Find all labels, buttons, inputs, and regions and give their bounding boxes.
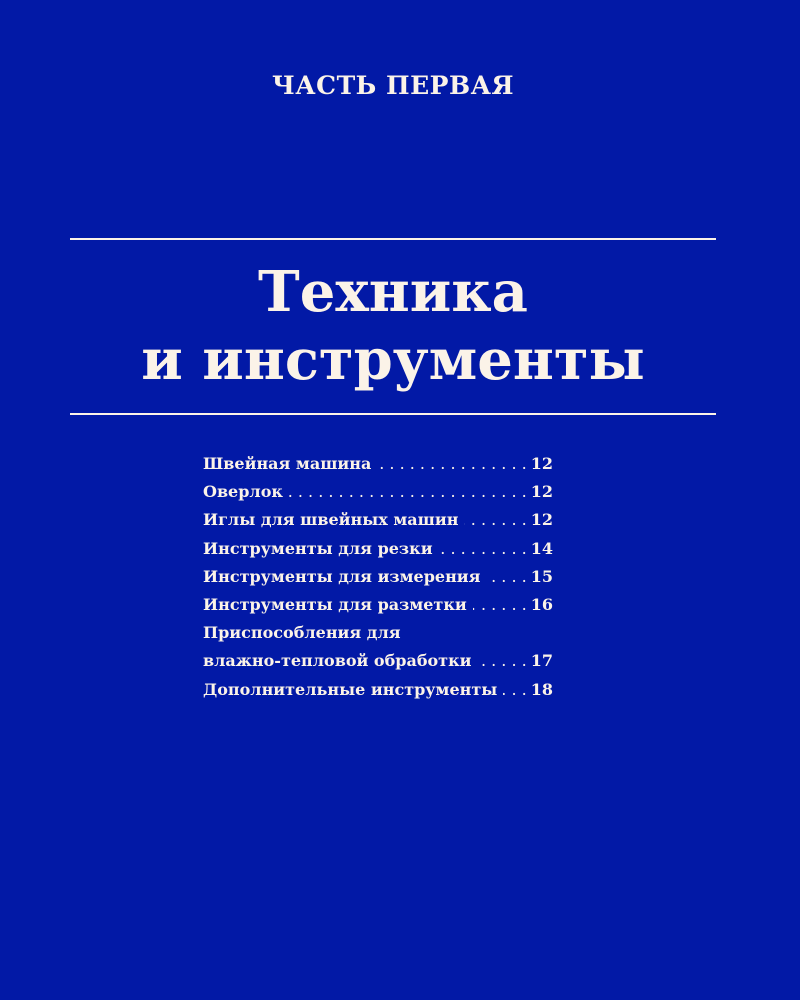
toc-entry-page: 12 <box>530 482 553 502</box>
toc-leader-dots <box>473 591 527 619</box>
table-of-contents <box>203 450 553 704</box>
toc-entry-title: Дополнительные инструменты <box>203 679 498 699</box>
toc-entry-page: 17 <box>530 651 553 671</box>
toc-entry-page: 12 <box>530 510 553 530</box>
toc-entry[interactable] <box>203 478 553 506</box>
toc-entry-title: Иглы для швейных машин <box>203 510 459 530</box>
toc-entry[interactable] <box>203 535 553 563</box>
top-divider <box>70 238 716 240</box>
part-label: ЧАСТЬ ПЕРВАЯ <box>271 71 515 100</box>
chapter-title <box>0 258 786 394</box>
toc-leader-dots <box>439 535 527 563</box>
toc-entry-title: Оверлок <box>203 482 283 502</box>
toc-leader-dots <box>289 478 527 506</box>
chapter-title-line-2: и инструменты <box>141 327 645 393</box>
toc-entry-title: Инструменты для резки <box>203 538 433 558</box>
toc-entry-title: Приспособления для <box>203 623 401 643</box>
toc-entry[interactable] <box>203 563 553 591</box>
bottom-divider <box>70 413 716 415</box>
toc-entry[interactable] <box>203 647 553 675</box>
toc-leader-dots <box>377 450 526 478</box>
toc-entry-page: 12 <box>530 454 553 473</box>
toc-leader-dots <box>486 563 526 591</box>
toc-entry[interactable] <box>203 676 553 704</box>
toc-entry-title: Инструменты для измерения <box>203 566 481 586</box>
toc-entry[interactable] <box>203 506 553 534</box>
toc-leader-dots <box>503 676 526 704</box>
toc-entry[interactable] <box>203 450 553 478</box>
toc-entry-page: 16 <box>530 594 553 614</box>
toc-entry[interactable] <box>203 591 553 619</box>
toc-entry-page: 15 <box>530 566 553 586</box>
toc-entry-title: Инструменты для разметки <box>203 594 467 614</box>
toc-entry-page: 18 <box>530 679 553 699</box>
toc-leader-dots <box>464 506 526 534</box>
chapter-title-line-1: Техника <box>258 259 528 325</box>
toc-entry-title: Швейная машина <box>203 454 372 473</box>
toc-entry-title: влажно-тепловой обработки <box>203 651 472 671</box>
toc-entry-page: 14 <box>530 538 553 558</box>
toc-entry-first-line[interactable] <box>203 619 553 647</box>
toc-leader-dots <box>478 647 527 675</box>
